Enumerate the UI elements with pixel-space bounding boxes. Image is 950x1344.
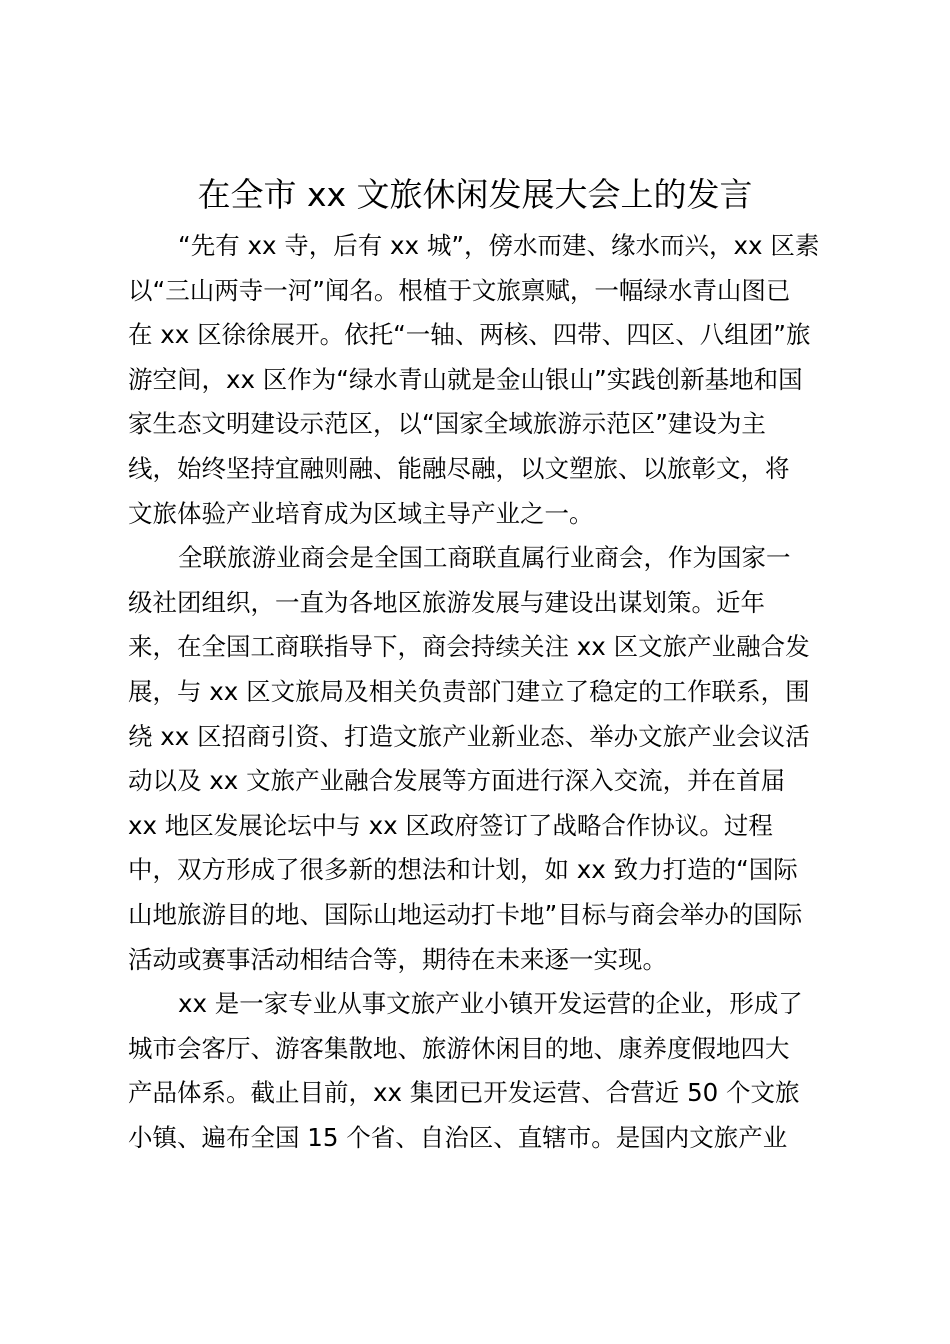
text-line: 家生态文明建设示范区，以“国家全域旅游示范区”建设为主 [128, 409, 766, 439]
text-line: 山地旅游目的地、国际山地运动打卡地”目标与商会举办的国际 [128, 899, 803, 929]
text-line: 以“三山两寺一河”闻名。根植于文旅禀赋，一幅绿水青山图已 [128, 275, 791, 305]
text-line: 游空间，xx 区作为“绿水青山就是金山银山”实践创新基地和国 [128, 364, 803, 394]
text-line: 活动或赛事活动相结合等，期待在未来逐一实现。 [128, 944, 667, 974]
document-title: 在全市 xx 文旅休闲发展大会上的发言 [197, 175, 753, 214]
text-line: 城市会客厅、游客集散地、旅游休闲目的地、康养度假地四大 [128, 1033, 790, 1063]
text-line: xx 是一家专业从事文旅产业小镇开发运营的企业，形成了 [178, 989, 803, 1019]
text-line: 动以及 xx 文旅产业融合发展等方面进行深入交流，并在首届 [128, 766, 786, 796]
text-line: 小镇、遍布全国 15 个省、自治区、直辖市。是国内文旅产业 [128, 1122, 788, 1152]
text-line: xx 地区发展论坛中与 xx 区政府签订了战略合作协议。过程 [128, 810, 773, 840]
text-line: 来，在全国工商联指导下，商会持续关注 xx 区文旅产业融合发 [128, 632, 810, 662]
text-line: 产品体系。截止目前，xx 集团已开发运营、合营近 50 个文旅 [128, 1078, 800, 1108]
text-line: 绕 xx 区招商引资、打造文旅产业新业态、举办文旅产业会议活 [128, 721, 810, 751]
text-line: 全联旅游业商会是全国工商联直属行业商会，作为国家一 [178, 543, 791, 573]
paragraph-3 [128, 982, 838, 1160]
text-line: 展，与 xx 区文旅局及相关负责部门建立了稳定的工作联系，围 [128, 676, 810, 706]
text-line: “先有 xx 寺，后有 xx 城”，傍水而建、缘水而兴，xx 区素 [178, 231, 820, 260]
text-line: 在 xx 区徐徐展开。依托“一轴、两核、四带、四区、八组团”旅 [128, 320, 811, 350]
text-line: 级社团组织，一直为各地区旅游发展与建设出谋划策。近年 [128, 587, 765, 617]
text-line: 文旅体验产业培育成为区域主导产业之一。 [128, 498, 594, 528]
text-line: 中，双方形成了很多新的想法和计划，如 xx 致力打造的“国际 [128, 855, 798, 885]
paragraph-1 [128, 224, 838, 536]
document-body [128, 224, 838, 1160]
paragraph-2 [128, 536, 838, 982]
text-line: 线，始终坚持宜融则融、能融尽融，以文塑旅、以旅彰文，将 [128, 453, 790, 483]
